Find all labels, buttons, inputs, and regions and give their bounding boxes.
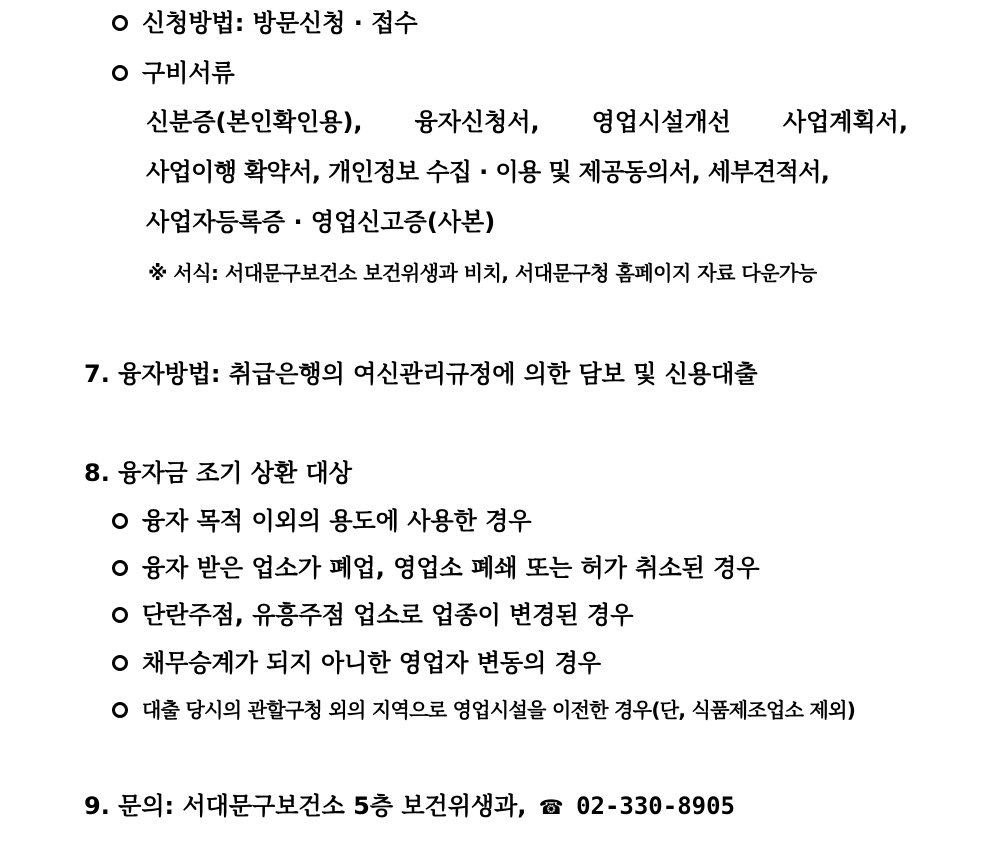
circle-bullet-icon xyxy=(112,655,128,671)
document-loan-application: 융자신청서, xyxy=(414,108,540,136)
list-item xyxy=(112,603,633,627)
document-business-plan: 사업계획서, xyxy=(782,108,908,136)
list-item-text: 채무승계가 되지 아니한 영업자 변동의 경우 xyxy=(142,649,602,677)
documents-line-2: 사업이행 확약서, 개인정보 수집 · 이용 및 제공동의서, 세부견적서, xyxy=(146,158,830,186)
documents-item xyxy=(112,61,235,85)
documents-title: 구비서류 xyxy=(142,59,235,87)
loan-method: 7. 융자방법: 취급은행의 여신관리규정에 의한 담보 및 신용대출 xyxy=(84,360,758,388)
document-id-card: 신분증(본인확인용), xyxy=(146,108,363,136)
apply-method-text: 신청방법: 방문신청 · 접수 xyxy=(142,9,418,37)
list-item xyxy=(112,651,601,675)
circle-bullet-icon xyxy=(112,702,128,718)
list-item xyxy=(112,556,760,580)
list-item xyxy=(112,509,532,533)
circle-bullet-icon xyxy=(112,65,128,81)
form-note: ※ 서식: 서대문구보건소 보건위생과 비치, 서대문구청 홈페이지 자료 다운가능 xyxy=(148,261,817,285)
list-item-text: 단란주점, 유흥주점 업소로 업종이 변경된 경우 xyxy=(142,601,634,629)
document-facility-improvement: 영업시설개선 xyxy=(591,108,731,136)
circle-bullet-icon xyxy=(112,513,128,529)
documents-line-3: 사업자등록증 · 영업신고증(사본) xyxy=(146,208,496,236)
list-item xyxy=(112,700,855,720)
circle-bullet-icon xyxy=(112,607,128,623)
early-repayment-title: 8. 융자금 조기 상환 대상 xyxy=(84,459,352,487)
inquiry-text: 9. 문의: 서대문구보건소 5층 보건위생과, xyxy=(84,792,527,820)
phone-icon: ☎ xyxy=(538,795,564,819)
documents-line-1 xyxy=(146,110,908,134)
list-item-text: 융자 받은 업소가 폐업, 영업소 폐쇄 또는 허가 취소된 경우 xyxy=(142,554,760,582)
inquiry-line xyxy=(84,794,735,818)
list-item-text: 융자 목적 이외의 용도에 사용한 경우 xyxy=(142,507,532,535)
circle-bullet-icon xyxy=(112,15,128,31)
list-item-text: 대출 당시의 관할구청 외의 지역으로 영업시설을 이전한 경우(단, 식품제조업소 제외) xyxy=(142,698,856,722)
apply-method-item xyxy=(112,11,418,35)
phone-number: 02-330-8905 xyxy=(576,792,736,820)
circle-bullet-icon xyxy=(112,560,128,576)
